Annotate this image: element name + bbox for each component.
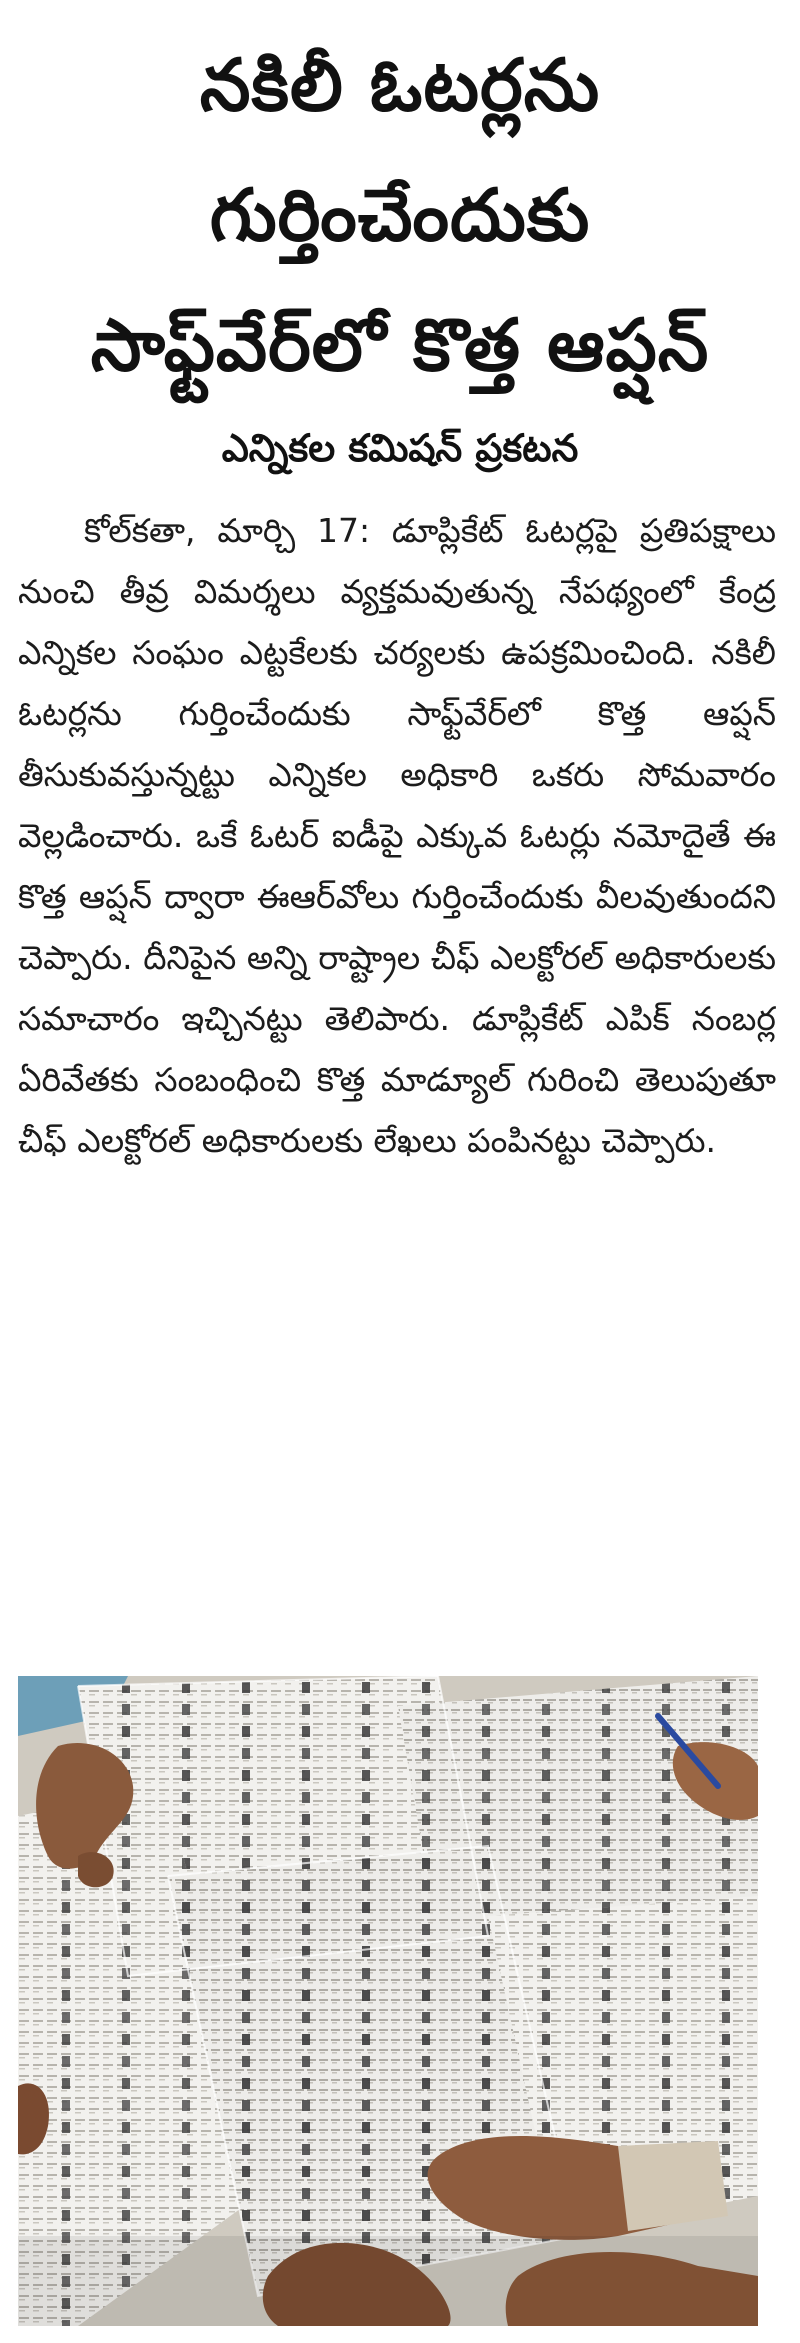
headline (0, 20, 800, 410)
subheadline: ఎన్నికల కమిషన్ ప్రకటన (221, 426, 579, 470)
voter-list-photo (18, 1676, 758, 2326)
article-body: కోల్‌కతా, మార్చి 17: డూప్లికేట్ ఓటర్లపై ప్రతిపక్షాలు నుంచి తీవ్ర విమర్శలు వ్యక్తమవుతున్న నేపథ్యంలో కేంద్ర ఎన్నికల సంఘం ఎట్టకేలకు చర్యలకు ఉపక్రమించింది. నకిలీ ఓటర్లను గుర్తించేందుకు సాఫ్ట్‌వేర్‌లో కొత్త ఆప్షన్ తీసుకువస్తున్నట్టు ఎన్నికల అధికారి ఒకరు సోమవారం వెల్లడించారు. ఒకే ఓటర్ ఐడీపై ఎక్కువ ఓటర్లు నమోదైతే ఈ కొత్త ఆప్షన్ ద్వారా ఈఆర్‌వోలు గుర్తించేందుకు వీలవుతుందని చెప్పారు. దీనిపైన అన్ని రాష్ట్రాల చీఫ్ ఎలక్టోరల్ అధికారులకు సమాచారం ఇచ్చినట్టు తెలిపారు. డూప్లికేట్ ఎపిక్ నంబర్ల ఏరివేతకు సంబంధించి కొత్త మాడ్యూల్ గురించి తెలుపుతూ చీఫ్ ఎలక్టోరల్ అధికారులకు లేఖలు పంపినట్టు చెప్పారు. (18, 511, 776, 1160)
headline-line-3: సాఫ్ట్‌వేర్‌లో కొత్త ఆప్షన్ (90, 303, 710, 387)
headline-line-2: గుర్తించేందుకు (209, 173, 591, 257)
headline-line-1: నకిలీ ఓటర్లను (199, 43, 601, 127)
